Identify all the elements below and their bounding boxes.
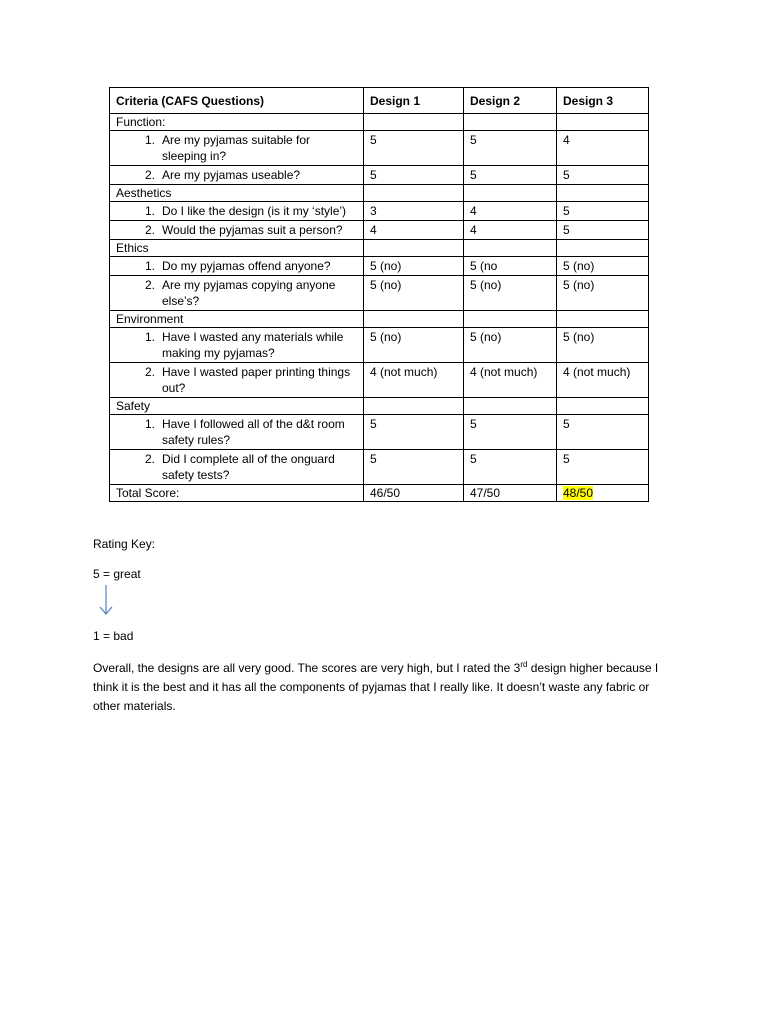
score-design-2: 4 <box>464 221 557 240</box>
score-design-3: 5 <box>557 202 649 221</box>
score-design-3: 5 <box>557 450 649 485</box>
total-design-1: 46/50 <box>364 485 464 502</box>
score-design-2: 5 (no) <box>464 276 557 311</box>
section-title: Aesthetics <box>110 185 364 202</box>
score-design-2: 5 <box>464 131 557 166</box>
score-design-2: 5 <box>464 166 557 185</box>
total-score-row <box>110 485 649 502</box>
score-design-3: 4 (not much) <box>557 363 649 398</box>
score-design-2: 5 <box>464 450 557 485</box>
table-row <box>110 328 649 363</box>
score-design-1: 5 (no) <box>364 328 464 363</box>
section-title: Ethics <box>110 240 364 257</box>
score-design-3: 4 <box>557 131 649 166</box>
section-row-ethics <box>110 240 649 257</box>
score-design-3: 5 <box>557 221 649 240</box>
cafs-criteria-table <box>109 87 649 502</box>
question-text: Have I followed all of the d&t room safety rules? <box>162 417 345 447</box>
question-number: 2. <box>144 365 155 379</box>
table-row <box>110 257 649 276</box>
summary-text-start: Overall, the designs are all very good. The scores are very high, but I rated the 3 <box>93 661 521 675</box>
score-design-2: 5 <box>464 415 557 450</box>
table-row <box>110 131 649 166</box>
question-number: 1. <box>144 330 155 344</box>
score-design-2: 5 (no) <box>464 328 557 363</box>
question-number: 2. <box>144 223 155 237</box>
score-design-1: 5 (no) <box>364 276 464 311</box>
score-design-1: 5 <box>364 166 464 185</box>
question-number: 2. <box>144 168 155 182</box>
question-number: 2. <box>144 452 155 466</box>
table-row <box>110 450 649 485</box>
question-number: 1. <box>144 417 155 431</box>
table-row <box>110 363 649 398</box>
question-text: Have I wasted paper printing things out? <box>162 365 351 395</box>
question-text: Have I wasted any materials while making my pyjamas? <box>162 330 344 360</box>
table-row <box>110 276 649 311</box>
score-design-3: 5 (no) <box>557 257 649 276</box>
score-design-3: 5 (no) <box>557 328 649 363</box>
table-row <box>110 166 649 185</box>
header-design-1: Design 1 <box>364 88 464 114</box>
question-text: Are my pyjamas useable? <box>162 168 301 182</box>
score-design-1: 5 <box>364 450 464 485</box>
summary-text-end: design higher because I think it is the best and it has all the components of pyjamas that I really like. It doesn’t waste any fabric or other materials. <box>93 661 659 713</box>
rating-key-title: Rating Key: <box>93 537 156 551</box>
score-design-1: 5 <box>364 131 464 166</box>
question-text: Did I complete all of the onguard safety tests? <box>162 452 335 482</box>
score-design-1: 4 <box>364 221 464 240</box>
summary-ordinal-suffix: rd <box>520 660 528 669</box>
question-text: Are my pyjamas suitable for sleeping in? <box>162 133 311 163</box>
rating-key-high: 5 = great <box>93 567 141 581</box>
score-design-3: 5 (no) <box>557 276 649 311</box>
score-design-2: 5 (no <box>464 257 557 276</box>
table-row <box>110 221 649 240</box>
score-design-2: 4 (not much) <box>464 363 557 398</box>
rating-key-low: 1 = bad <box>93 629 134 643</box>
table-header-row <box>110 88 649 114</box>
section-row-aesthetics <box>110 185 649 202</box>
question-text: Do I like the design (is it my ‘style’) <box>162 204 347 218</box>
score-design-1: 5 (no) <box>364 257 464 276</box>
score-design-1: 3 <box>364 202 464 221</box>
question-number: 2. <box>144 278 155 292</box>
header-criteria: Criteria (CAFS Questions) <box>110 88 364 114</box>
table-row <box>110 202 649 221</box>
section-row-environment <box>110 311 649 328</box>
question-text: Would the pyjamas suit a person? <box>162 223 343 237</box>
score-design-1: 4 (not much) <box>364 363 464 398</box>
score-design-1: 5 <box>364 415 464 450</box>
header-design-2: Design 2 <box>464 88 557 114</box>
section-title: Environment <box>110 311 364 328</box>
section-row-function <box>110 114 649 131</box>
total-design-3-highlighted: 48/50 <box>563 486 594 500</box>
question-number: 1. <box>144 204 155 218</box>
summary-paragraph <box>93 659 663 716</box>
score-design-3: 5 <box>557 415 649 450</box>
section-title: Function: <box>110 114 364 131</box>
question-text: Are my pyjamas copying anyone else’s? <box>162 278 336 308</box>
question-number: 1. <box>144 133 155 147</box>
question-text: Do my pyjamas offend anyone? <box>162 259 331 273</box>
header-design-3: Design 3 <box>557 88 649 114</box>
total-design-2: 47/50 <box>464 485 557 502</box>
total-score-label: Total Score: <box>110 485 364 502</box>
arrow-down-icon <box>97 584 115 616</box>
table-row <box>110 415 649 450</box>
section-title: Safety <box>110 398 364 415</box>
score-design-3: 5 <box>557 166 649 185</box>
score-design-2: 4 <box>464 202 557 221</box>
question-number: 1. <box>144 259 155 273</box>
section-row-safety <box>110 398 649 415</box>
